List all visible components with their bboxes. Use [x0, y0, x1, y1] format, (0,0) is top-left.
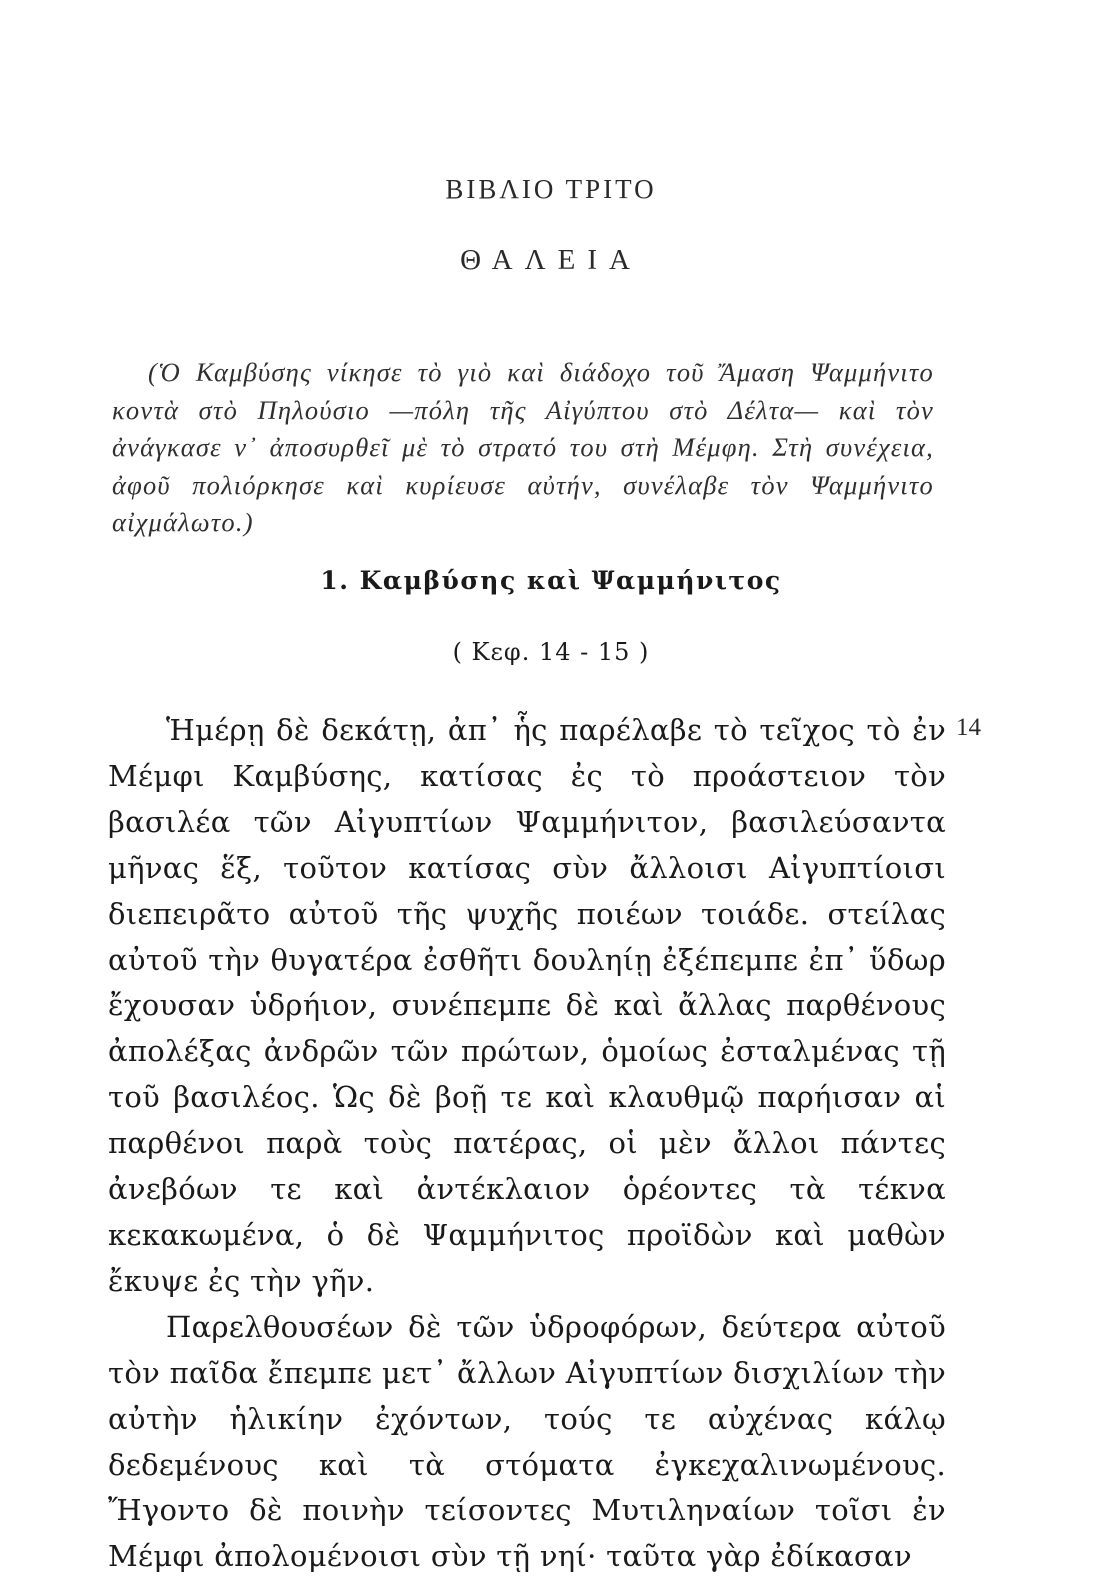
- greek-paragraph: Παρελθουσέων δὲ τῶν ὑδροφόρων, δεύτερα αὐτοῦ τὸν παῖδα ἔπεμπε μετ᾽ ἄλλων Αἰγυπτίων δισχιλίων τὴν αὐτὴν ἡλικίην ἐχόντων, τούς τε αὐχένας κάλῳ δεδεμένους καὶ τὰ στόματα ἐγκεχαλινωμένους. Ἤγοντο δὲ ποινὴν τείσοντες Μυτιληναίων τοῖσι ἐν Μέμφι ἀπολομένοισι σὺν τῇ νηί· ταῦτα γὰρ ἐδίκασαν: [108, 1309, 946, 1574]
- book-subtitle: ΘΑΛΕΙΑ: [460, 244, 642, 276]
- greek-text-body: [108, 708, 946, 1580]
- greek-paragraph: Ἡμέρῃ δὲ δεκάτῃ, ἀπ᾽ ἧς παρέλαβε τὸ τεῖχος τὸ ἐν Μέμφι Καμβύσης, κατίσας ἐς τὸ προάστειον τὸν βασιλέα τῶν Αἰγυπτίων Ψαμμήνιτον, βασιλεύσαντα μῆνας ἕξ, τοῦτον κατίσας σὺν ἄλλοισι Αἰγυπτίοισι διεπειρᾶτο αὐτοῦ τῆς ψυχῆς ποιέων τοιάδε. στείλας αὐτοῦ τὴν θυγατέρα ἐσθῆτι δουληίῃ ἐξέπεμπε ἐπ᾽ ὕδωρ ἔχουσαν ὑδρήιον, συνέπεμπε δὲ καὶ ἄλλας παρθένους ἀπολέξας ἀνδρῶν τῶν πρώτων, ὁμοίως ἐσταλμένας τῇ τοῦ βασιλέος. Ὡς δὲ βοῇ τε καὶ κλαυθμῷ παρήισαν αἱ παρθένοι παρὰ τοὺς πατέρας, οἱ μὲν ἄλλοι πάντες ἀνεβόων τε καὶ ἀντέκλαιον ὁρέοντες τὰ τέκνα κεκακωμένα, ὁ δὲ Ψαμμήνιτος προϊδὼν καὶ μαθὼν ἔκυψε ἐς τὴν γῆν.: [108, 713, 946, 1298]
- summary-paragraph: (Ὁ Καμβύσης νίκησε τὸ γιὸ καὶ διάδοχο τοῦ Ἄμαση Ψαμμήνιτο κοντὰ στὸ Πηλούσιο —πόλη τῆς Αἰγύπτου στὸ Δέλτα— καὶ τὸν ἀνάγκασε ν᾽ ἀποσυρθεῖ μὲ τὸ στρατό του στὴ Μέμφη. Στὴ συνέχεια, ἀφοῦ πολιόρκησε καὶ κυρίευσε αὐτήν, συνέλαβε τὸν Ψαμμήνιτο αἰχμάλωτο.): [112, 357, 934, 537]
- margin-chapter-number: 14: [956, 714, 981, 741]
- chapter-reference: ( Κεφ. 14 - 15 ): [452, 638, 650, 666]
- book-title: ΒΙΒΛΙΟ ΤΡΙΤΟ: [445, 174, 657, 204]
- section-heading: 1. Καμβύσης καὶ Ψαμμήνιτος: [320, 566, 782, 595]
